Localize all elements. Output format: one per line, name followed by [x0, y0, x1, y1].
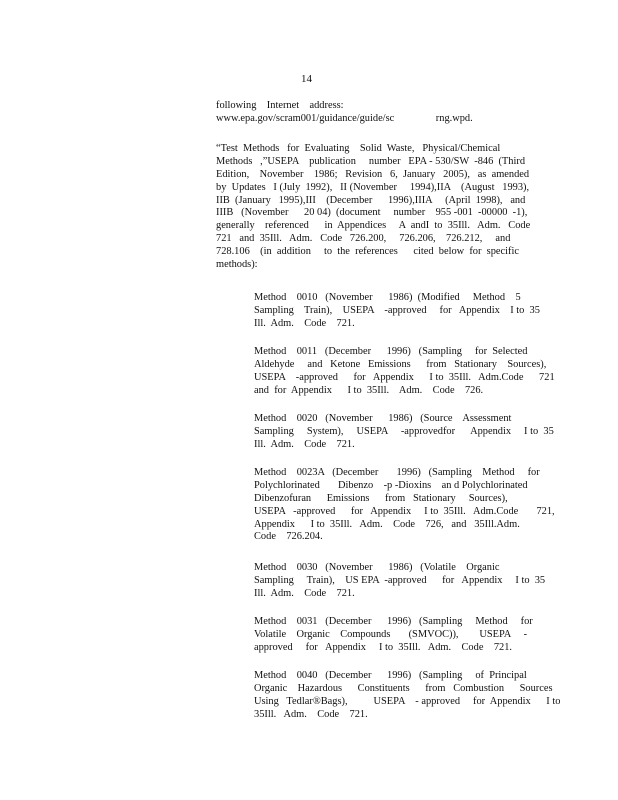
text-line: Appendix I to 35Ill. Adm. Code 726, and 35Ill.Adm. [254, 518, 520, 530]
text-line: Method 0023A (December 1996) (Sampling Method for [254, 467, 540, 478]
text-line: Code 726.204. [254, 531, 323, 543]
text-line: Method 0040 (December 1996) (Sampling of Principal [254, 670, 527, 681]
text-line: USEPA -approved for Appendix I to 35Ill. Adm.Code 721, [254, 505, 555, 517]
method-0040-paragraph [254, 670, 560, 722]
method-0020-paragraph [254, 413, 554, 452]
text-line: Sampling Train), US EPA -approved for Appendix I to 35 [254, 574, 546, 586]
text-line: IIIB (November 20 04) (document number 955 -001 -00000 -1), [216, 207, 528, 219]
text-line: Method 0031 (December 1996) (Sampling Method for [254, 616, 533, 627]
method-0023a-paragraph [254, 467, 555, 544]
text-line: Ill. Adm. Code 721. [254, 587, 355, 599]
text-line: methods): [216, 259, 258, 271]
text-line: following Internet address: [216, 100, 344, 111]
text-line: Method 0010 (November 1986) (Modified Method 5 [254, 292, 521, 303]
method-0010-paragraph [254, 292, 540, 331]
text-line: USEPA -approved for Appendix I to 35Ill. Adm.Code 721 [254, 371, 555, 383]
text-line: and for Appendix I to 35Ill. Adm. Code 726. [254, 384, 484, 396]
text-line: 35Ill. Adm. Code 721. [254, 708, 368, 720]
text-line: “Test Methods for Evaluating Solid Waste, Physical/Chemical [216, 143, 501, 154]
text-line: approved for Appendix I to 35Ill. Adm. Code 721. [254, 641, 513, 653]
method-0011-paragraph [254, 346, 555, 398]
text-line: Polychlorinated Dibenzo -p -Dioxins an d Polychlorinated [254, 479, 528, 491]
text-line: Edition, November 1986; Revision 6, January 2005), as amended [216, 168, 530, 180]
text-line: Method 0020 (November 1986) (Source Assessment [254, 413, 512, 424]
method-0030-paragraph [254, 562, 545, 601]
text-line: Sampling System), USEPA -approvedfor Appendix I to 35 [254, 425, 554, 437]
text-line: Method 0030 (November 1986) (Volatile Organic [254, 562, 500, 573]
text-line: Organic Hazardous Constituents from Combustion Sources [254, 682, 553, 694]
intro-paragraph [216, 100, 473, 126]
method-0031-paragraph [254, 616, 533, 655]
text-line: Dibenzofuran Emissions from Stationary Sources), [254, 492, 508, 504]
page-number: 14 [301, 73, 312, 85]
text-line: Aldehyde and Ketone Emissions from Stationary Sources), [254, 358, 547, 370]
text-line: 728.106 (in addition to the references cited below for specific [216, 246, 519, 258]
text-line: by Updates I (July 1992), II (November 1994),IIA (August 1993), [216, 181, 530, 193]
text-line: Ill. Adm. Code 721. [254, 317, 355, 329]
text-line: Methods ,”USEPA publication number EPA - 530/SW -846 (Third [216, 155, 526, 167]
text-line: Sampling Train), USEPA -approved for Appendix I to 35 [254, 304, 540, 316]
text-line: 721 and 35Ill. Adm. Code 726.200, 726.206, 726.212, and [216, 233, 511, 245]
text-line: Using Tedlar®Bags), USEPA - approved for Appendix I to [254, 695, 561, 707]
main-paragraph [216, 143, 530, 272]
text-line: Ill. Adm. Code 721. [254, 438, 355, 450]
text-line: generally referenced in Appendices A andI to 35Ill. Adm. Code [216, 220, 531, 232]
text-line: Volatile Organic Compounds (SMVOC)), USEPA - [254, 628, 528, 640]
text-line: www.epa.gov/scram001/guidance/guide/sc rng.wpd. [216, 112, 473, 124]
text-line: IIB (January 1995),III (December 1996),IIIA (April 1998), and [216, 194, 526, 206]
text-line: Method 0011 (December 1996) (Sampling for Selected [254, 346, 528, 357]
